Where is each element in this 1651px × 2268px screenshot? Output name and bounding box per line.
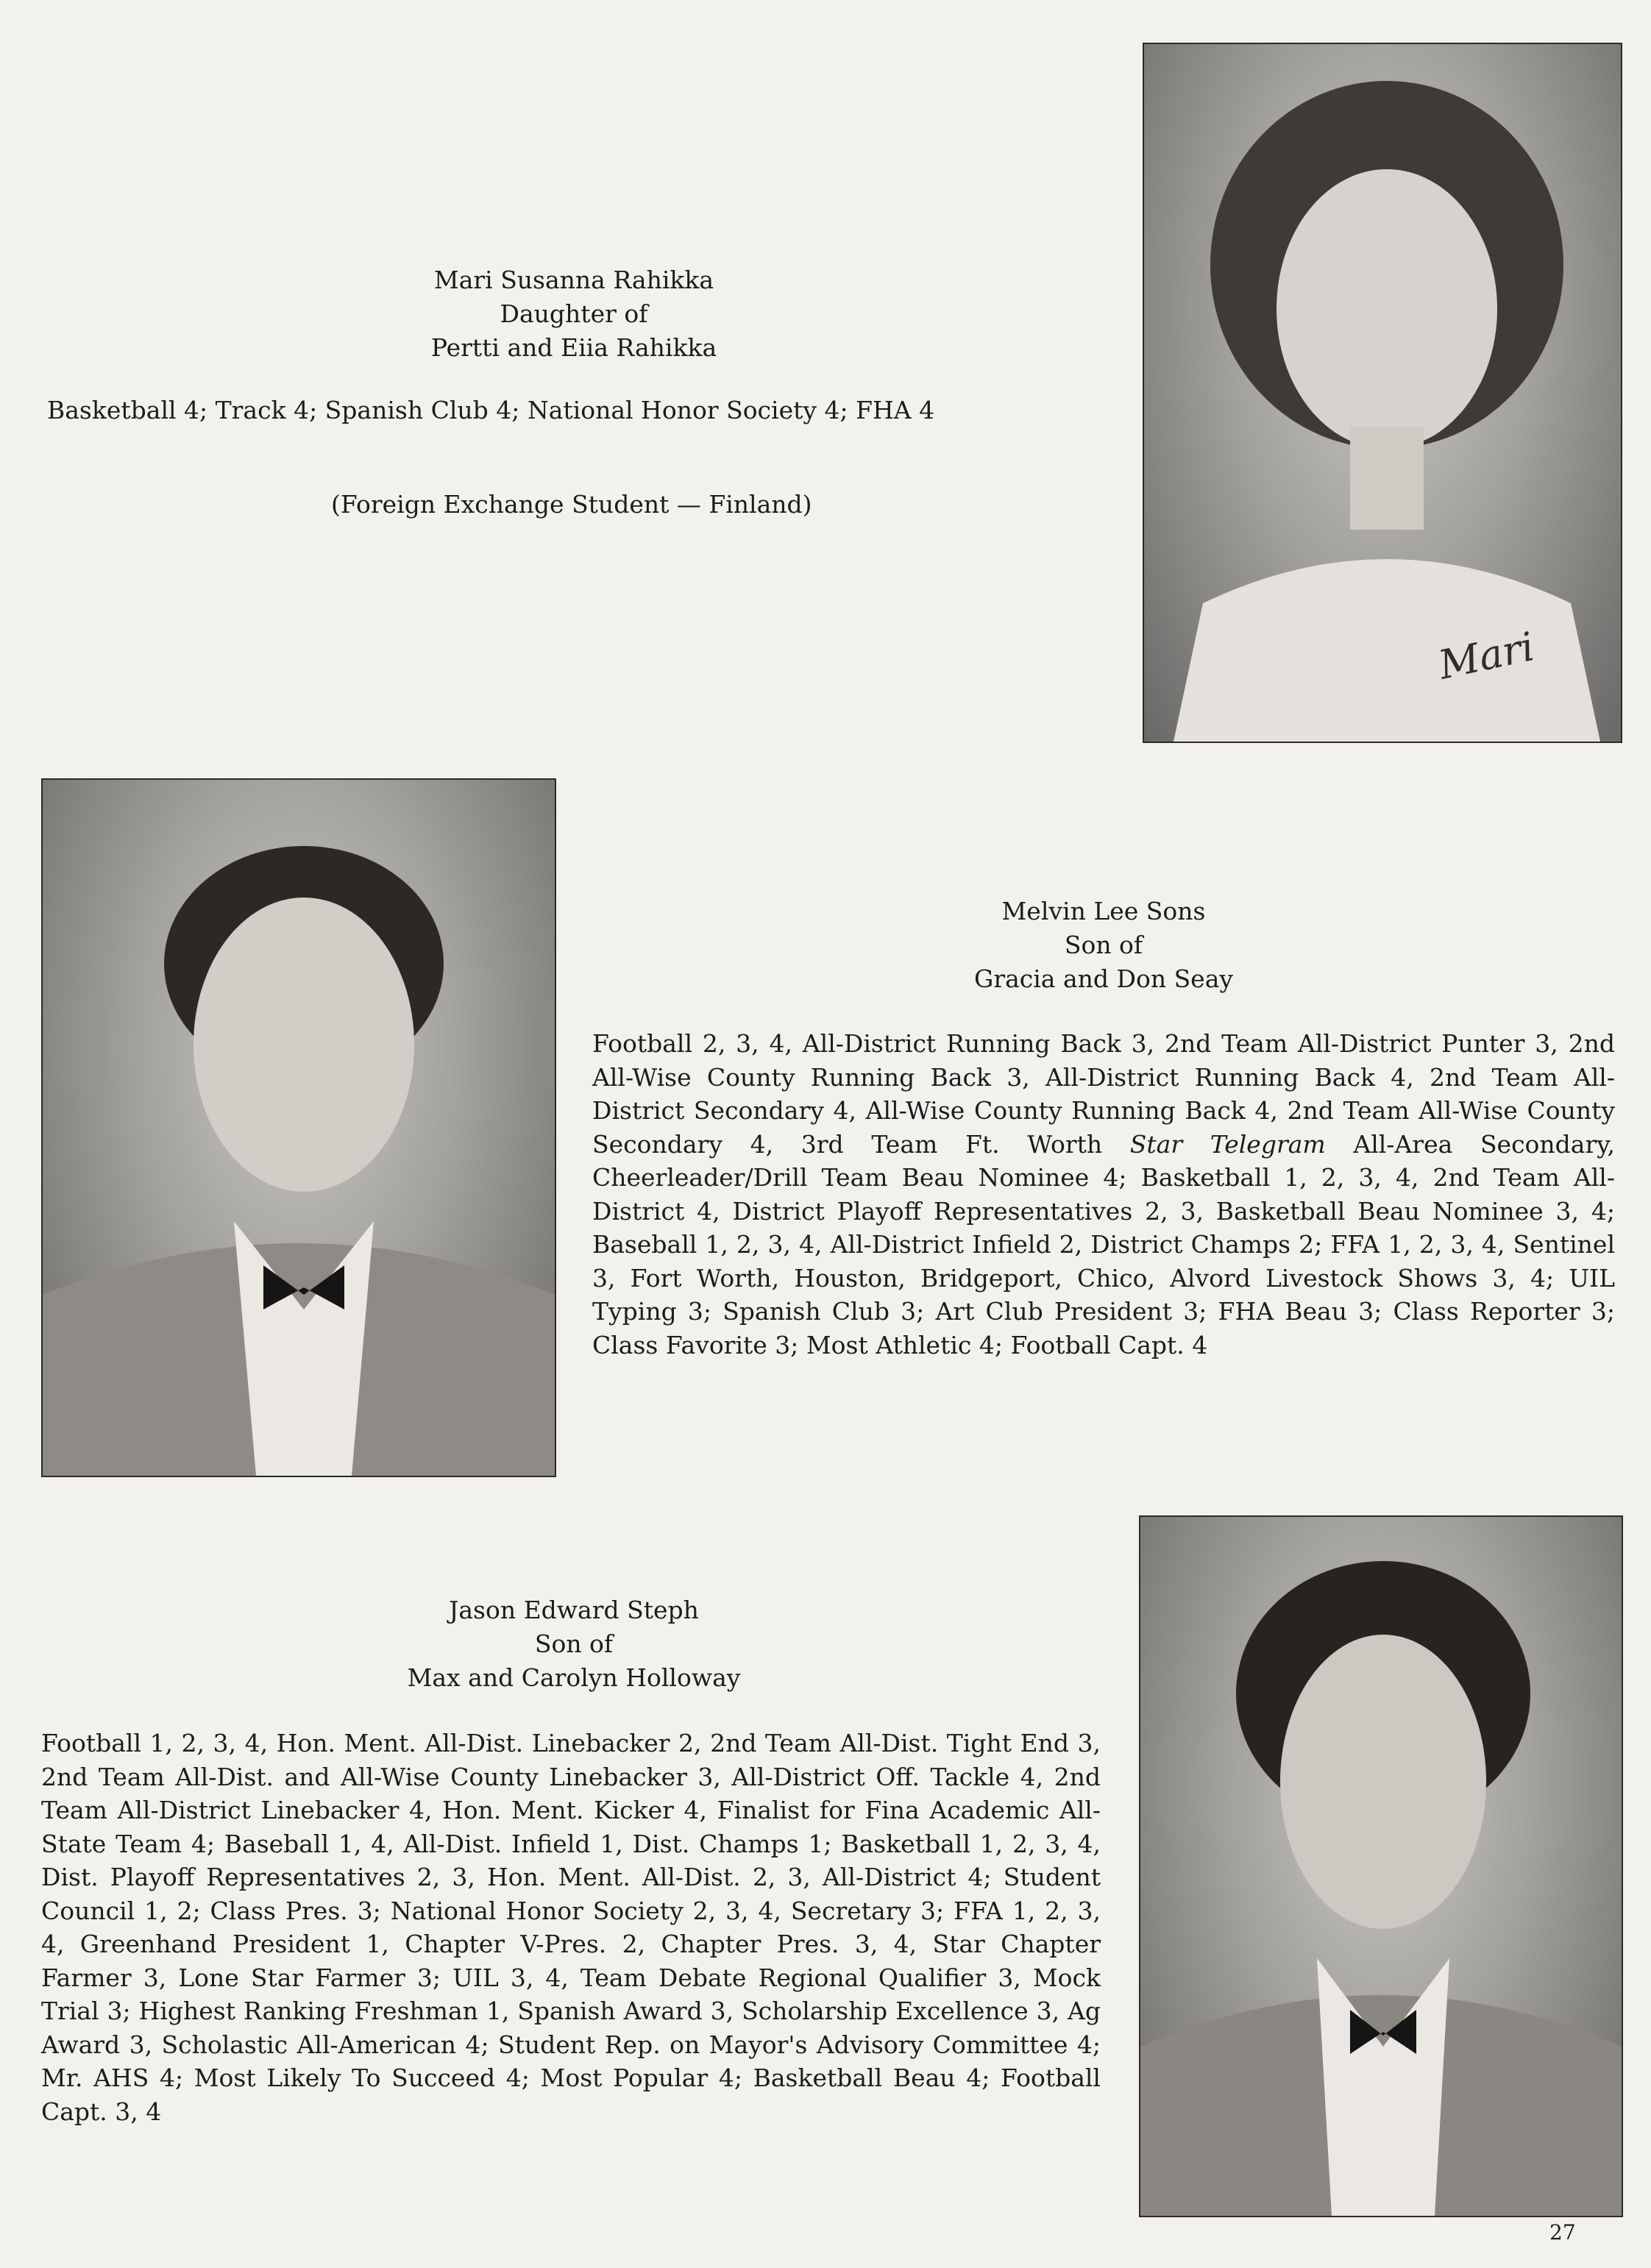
student-activities: Basketball 4; Track 4; Spanish Club 4; National Honor Society 4; FHA 4: [47, 396, 935, 424]
portrait-silhouette-icon: [43, 780, 555, 1476]
activities-part: All-Area Secondary, Cheerleader/Drill Team Beau Nominee 4; Basketball 1, 2, 3, 4, 2nd Team All-District 4, District Playoff Representatives 2, 3, Basketball Beau Nominee 3, 4; Baseball 1, 2, 3, 4, All-District Infield 2, District Champs 2; FFA 1, 2, 3, 4, Sentinel 3, Fort Worth, Houston, Bridgeport, Chico, Alvord Livestock Shows 3, 4; UIL Typing 3; Spanish Club 3; Art Club President 3; FHA Beau 3; Class Reporter 3; Class Favorite 3; Most Athletic 4; Football Capt. 4: [592, 1129, 1616, 1359]
page-number: 27: [1549, 2220, 1576, 2244]
student-caption-melvin: [912, 895, 1295, 996]
student-relation: Son of: [1064, 931, 1143, 959]
portrait-silhouette-icon: [1144, 44, 1621, 742]
activities-part: Football 2, 3, 4, All-District Running Back 3, 2nd Team All-District Punter 3, 2nd All-Wise County Running Back 3, All-District Running Back 4, 2nd Team All-District Secondary 4, All-Wise County Running Back 4, 2nd Team All-Wise County Secondary 4, 3rd Team Ft. Worth: [592, 1029, 1615, 1159]
student-relation: Son of: [534, 1629, 614, 1658]
signature: Mari: [1434, 623, 1538, 689]
student-name: Melvin Lee Sons: [1001, 897, 1206, 925]
newspaper-title: Star Telegram: [1129, 1129, 1326, 1159]
student-parents: Pertti and Eiia Rahikka: [430, 333, 717, 362]
portrait-photo-jason: [1139, 1515, 1623, 2217]
student-caption-jason: [383, 1593, 765, 1695]
student-note: (Foreign Exchange Student — Finland): [331, 490, 812, 519]
student-name: Jason Edward Steph: [449, 1596, 699, 1624]
student-activities: [592, 1027, 1615, 1362]
portrait-photo-mari: [1143, 43, 1622, 743]
portrait-silhouette-icon: [1140, 1517, 1622, 2216]
portrait-photo-melvin: [41, 778, 556, 1477]
student-name: Mari Susanna Rahikka: [433, 266, 714, 294]
student-caption-mari: [383, 263, 765, 365]
student-relation: Daughter of: [500, 299, 648, 328]
student-parents: Gracia and Don Seay: [973, 964, 1234, 993]
student-activities: Football 1, 2, 3, 4, Hon. Ment. All-Dist. Linebacker 2, 2nd Team All-Dist. Tight End 3, 2nd Team All-Dist. and All-Wise County Linebacker 3, All-District Off. Tackle 4, 2nd Team All-District Linebacker 4, Hon. Ment. Kicker 4, Finalist for Fina Academic All-State Team 4; Baseball 1, 4, All-Dist. Infield 1, Dist. Champs 1; Basketball 1, 2, 3, 4, Dist. Playoff Representatives 2, 3, Hon. Ment. All-Dist. 2, 3, All-District 4; Student Council 1, 2; Class Pres. 3; National Honor Society 2, 3, 4, Secretary 3; FFA 1, 2, 3, 4, Greenhand President 1, Chapter V-Pres. 2, Chapter Pres. 3, 4, Star Chapter Farmer 3, Lone Star Farmer 3; UIL 3, 4, Team Debate Regional Qualifier 3, Mock Trial 3; Highest Ranking Freshman 1, Spanish Award 3, Scholarship Excellence 3, Ag Award 3, Scholastic All-American 4; Student Rep. on Mayor's Advisory Committee 4; Mr. AHS 4; Most Likely To Succeed 4; Most Popular 4; Basketball Beau 4; Football Capt. 3, 4: [41, 1729, 1101, 2126]
student-parents: Max and Carolyn Holloway: [407, 1663, 741, 1692]
